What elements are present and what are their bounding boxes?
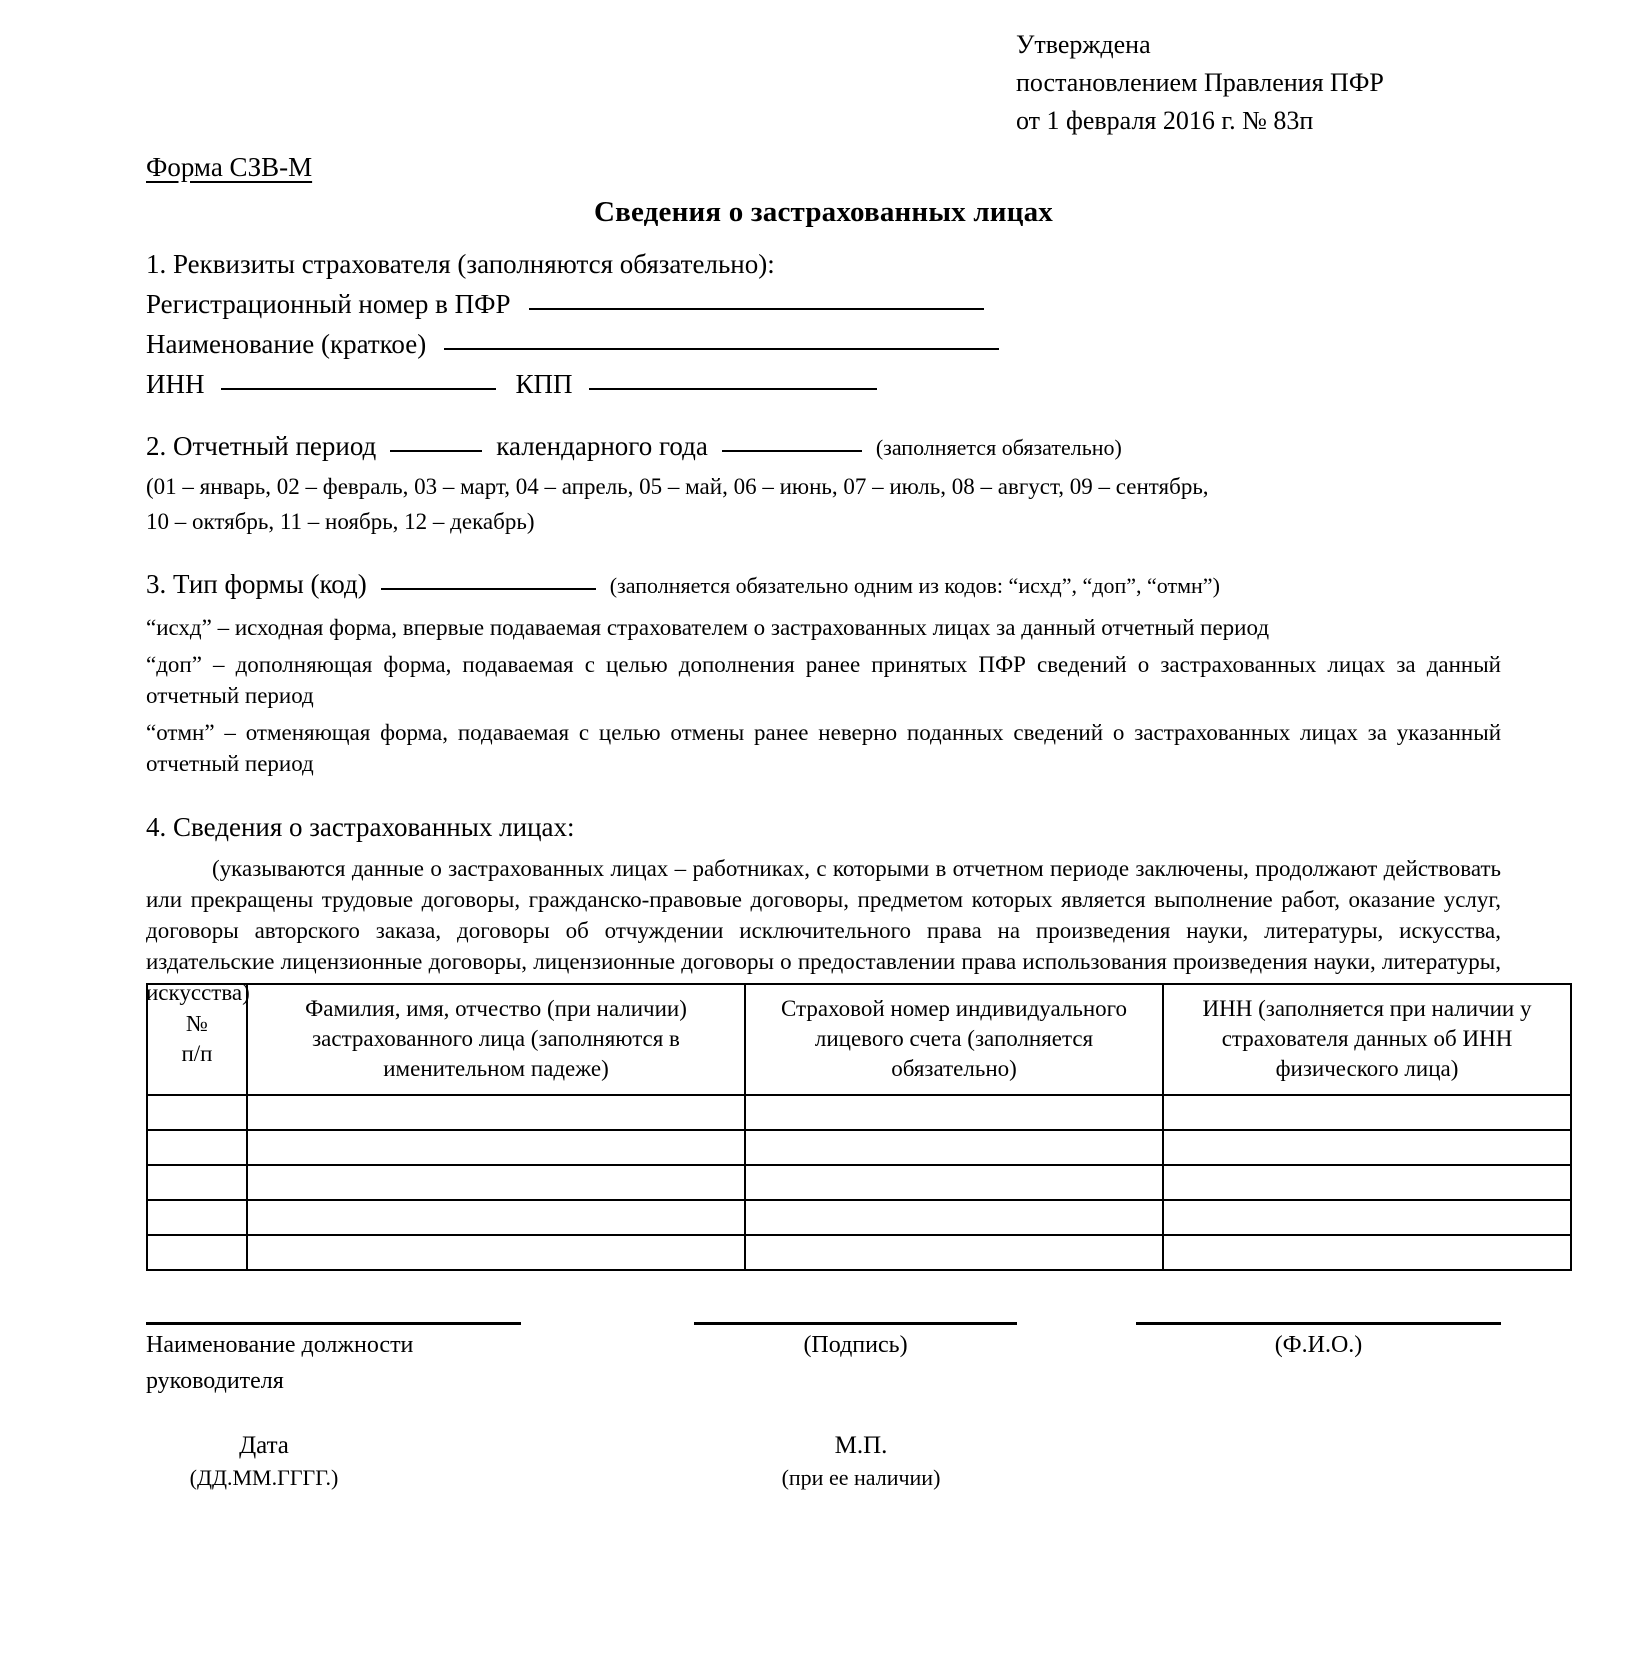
short-name-row	[146, 324, 1501, 364]
table-row[interactable]	[147, 1200, 1571, 1235]
inn-input[interactable]	[221, 388, 496, 390]
signature-caption: (Подпись)	[803, 1332, 908, 1358]
column-header-inn: ИНН (заполняется при наличии у страхователя данных об ИНН физического лица)	[1163, 984, 1571, 1095]
section-4-heading: 4. Сведения о застрахованных лицах:	[146, 812, 575, 842]
section-4	[146, 809, 1501, 1008]
section-3-label: 3. Тип формы (код)	[146, 569, 367, 599]
cell-snils[interactable]	[745, 1200, 1163, 1235]
cell-inn[interactable]	[1163, 1200, 1571, 1235]
table-body	[147, 1095, 1571, 1270]
cell-number[interactable]	[147, 1095, 247, 1130]
column-header-number	[147, 984, 247, 1095]
cell-number[interactable]	[147, 1235, 247, 1270]
code-description-otmn: “отмн” – отменяющая форма, подаваемая с целью отмены ранее неверно поданных сведений о застрахованных лицах за указанный отчетный период	[146, 720, 1501, 776]
cell-number[interactable]	[147, 1130, 247, 1165]
insured-persons-table	[146, 983, 1572, 1271]
reg-number-row	[146, 284, 1501, 324]
inn-kpp-row	[146, 364, 1501, 404]
cell-inn[interactable]	[1163, 1235, 1571, 1270]
cell-number[interactable]	[147, 1200, 247, 1235]
column-header-number-line1: №	[186, 1011, 208, 1036]
approval-line-2: постановлением Правления ПФР	[1016, 68, 1384, 97]
section-3-note: (заполняется обязательно одним из кодов: “исхд”, “доп”, “отмн”)	[609, 573, 1220, 598]
position-caption-line1: Наименование должности	[146, 1332, 414, 1358]
form-code: Форма СЗВ-М	[146, 152, 313, 182]
cell-inn[interactable]	[1163, 1165, 1571, 1200]
months-legend-line-1: (01 – январь, 02 – февраль, 03 – март, 04 – апрель, 05 – май, 06 – июнь, 07 – июль, 08 – август, 09 – сентябрь,	[146, 474, 1209, 499]
form-body	[146, 246, 1501, 1008]
inn-label: ИНН	[146, 369, 205, 399]
table-row[interactable]	[147, 1235, 1571, 1270]
column-header-number-line2: п/п	[181, 1041, 213, 1066]
cell-number[interactable]	[147, 1165, 247, 1200]
table-header-row	[147, 984, 1571, 1095]
code-description-dop: “доп” – дополняющая форма, подаваемая с целью дополнения ранее принятых ПФР сведений о застрахованных лицах за данный отчетный период	[146, 652, 1501, 708]
cell-fio[interactable]	[247, 1095, 745, 1130]
cell-fio[interactable]	[247, 1200, 745, 1235]
table-row[interactable]	[147, 1165, 1571, 1200]
kpp-input[interactable]	[589, 388, 877, 390]
cell-snils[interactable]	[745, 1095, 1163, 1130]
section-3-row	[146, 564, 1501, 606]
stamp-note: (при ее наличии)	[781, 1465, 941, 1490]
cell-snils[interactable]	[745, 1130, 1163, 1165]
section-3	[146, 564, 1501, 779]
section-4-paragraph: (указываются данные о застрахованных лицах – работниках, с которыми в отчетном периоде заключены, продолжают действовать или прекращены трудовые договоры, гражданско-правовые договоры, предметом которых является выполнение работ, оказание услуг, договоры авторского заказа, договоры об отчуждении исключительного права на произведения науки, литературы, искусства, издательские лицензионные договоры, лицензионные договоры о предоставлении права использования произведения науки, литературы, искусства)	[146, 856, 1501, 1005]
approval-line-3: от 1 февраля 2016 г. № 83п	[1016, 106, 1314, 135]
signature-line[interactable]	[694, 1322, 1017, 1325]
table-row[interactable]	[147, 1095, 1571, 1130]
date-label: Дата	[239, 1432, 289, 1459]
section-2-label: 2. Отчетный период	[146, 431, 377, 461]
column-header-snils: Страховой номер индивидуального лицевого счета (заполняется обязательно)	[745, 984, 1163, 1095]
section-2-note: (заполняется обязательно)	[875, 435, 1122, 460]
fio-signature-line[interactable]	[1136, 1322, 1501, 1325]
reg-number-label: Регистрационный номер в ПФР	[146, 289, 511, 319]
reporting-month-input[interactable]	[390, 450, 482, 452]
cell-inn[interactable]	[1163, 1095, 1571, 1130]
position-signature-line[interactable]	[146, 1322, 521, 1325]
code-description-ishd: “исхд” – исходная форма, впервые подаваемая страхователем о застрахованных лицах за данный отчетный период	[146, 615, 1270, 640]
cell-fio[interactable]	[247, 1235, 745, 1270]
reg-number-input[interactable]	[529, 308, 984, 310]
cell-snils[interactable]	[745, 1235, 1163, 1270]
stamp-column	[746, 1430, 976, 1494]
fio-caption: (Ф.И.О.)	[1274, 1332, 1363, 1358]
column-header-fio: Фамилия, имя, отчество (при наличии) застрахованного лица (заполняются в именительном падеже)	[247, 984, 745, 1095]
cell-snils[interactable]	[745, 1165, 1163, 1200]
signature-column	[694, 1322, 1017, 1361]
kpp-label: КПП	[515, 369, 573, 399]
reporting-year-input[interactable]	[722, 450, 862, 452]
months-legend-line-2: 10 – октябрь, 11 – ноябрь, 12 – декабрь)	[146, 509, 535, 534]
calendar-year-label: календарного года	[496, 431, 708, 461]
approval-header	[1016, 26, 1384, 140]
section-2-row	[146, 426, 1501, 468]
short-name-input[interactable]	[444, 348, 999, 350]
short-name-label: Наименование (краткое)	[146, 329, 427, 359]
position-column	[146, 1322, 521, 1397]
approval-line-1: Утверждена	[1016, 30, 1151, 59]
section-1-heading: 1. Реквизиты страхователя (заполняются обязательно):	[146, 249, 775, 279]
stamp-label: М.П.	[834, 1432, 888, 1459]
fio-column	[1136, 1322, 1501, 1361]
cell-fio[interactable]	[247, 1165, 745, 1200]
cell-inn[interactable]	[1163, 1130, 1571, 1165]
position-caption-line2: руководителя	[146, 1368, 284, 1394]
table-row[interactable]	[147, 1130, 1571, 1165]
date-format-hint: (ДД.ММ.ГГГГ.)	[189, 1465, 339, 1490]
page-title: Сведения о застрахованных лицах	[593, 196, 1054, 228]
form-type-code-input[interactable]	[381, 588, 596, 590]
cell-fio[interactable]	[247, 1130, 745, 1165]
date-column	[164, 1430, 364, 1494]
